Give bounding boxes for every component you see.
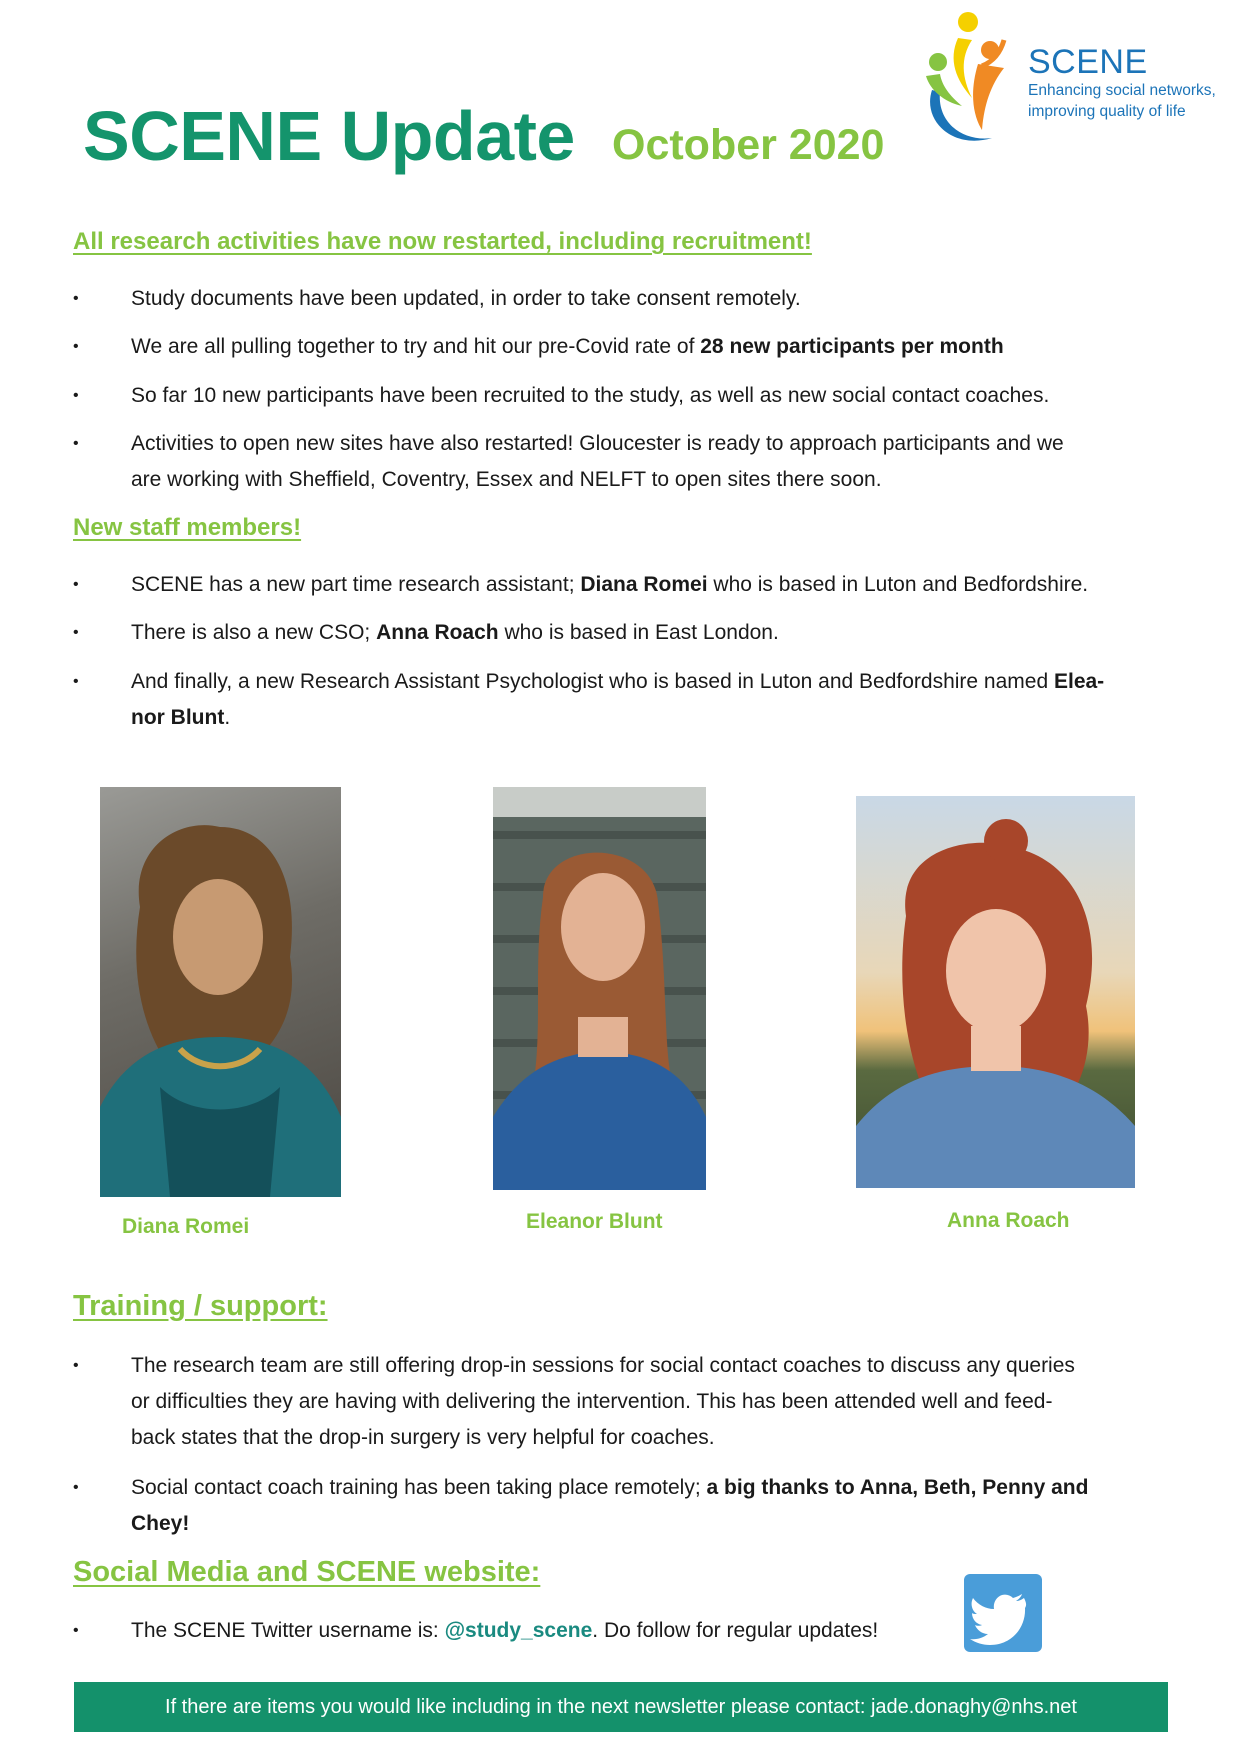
section-heading-research: All research activities have now restarted, including recruitment!	[73, 228, 812, 255]
bullet-icon: •	[73, 1479, 79, 1496]
scene-logo-mark-icon	[912, 10, 1032, 160]
bullet-icon: •	[73, 1357, 79, 1374]
bullet-icon: •	[73, 435, 79, 452]
bullet-icon: •	[73, 387, 79, 404]
bullet-text: Activities to open new sites have also restarted! Gloucester is ready to approach participants and we are working with Sheffield, Coventry, Essex and NELFT to open sites there soon.	[131, 432, 1064, 491]
section-heading-social-media: Social Media and SCENE website:	[73, 1556, 541, 1588]
bullet-text: The SCENE Twitter username is: @study_scene. Do follow for regular updates!	[131, 1619, 879, 1642]
bullet-icon: •	[73, 1622, 79, 1639]
bullet-text: Study documents have been updated, in order to take consent remotely.	[131, 287, 801, 310]
bullet-text: SCENE has a new part time research assistant; Diana Romei who is based in Luton and Bedfordshire.	[131, 573, 1089, 596]
bullet-text: There is also a new CSO; Anna Roach who is based in East London.	[131, 621, 779, 644]
page-title: SCENE Update	[83, 97, 575, 175]
logo-tagline-line2: improving quality of life	[1028, 103, 1186, 120]
scene-logo	[912, 10, 1230, 160]
issue-date: October 2020	[612, 121, 885, 169]
bullet-icon: •	[73, 624, 79, 641]
bullet-icon: •	[73, 576, 79, 593]
logo-name: SCENE	[1028, 43, 1148, 81]
bullet-text: Social contact coach training has been taking place remotely; a big thanks to Anna, Beth, Penny and Chey!	[131, 1476, 1089, 1535]
recruitment-target: 28 new participants per month	[700, 335, 1004, 358]
footer-text: If there are items you would like including in the next newsletter please contact: jade.donaghy@nhs.net	[165, 1695, 1077, 1718]
bullet-icon: •	[73, 338, 79, 355]
photo-caption: Eleanor Blunt	[526, 1210, 663, 1233]
section-heading-staff: New staff members!	[73, 514, 302, 541]
bullet-text: So far 10 new participants have been recruited to the study, as well as new social contact coaches.	[131, 384, 1050, 407]
photo-caption: Diana Romei	[122, 1215, 250, 1238]
logo-tagline-line1: Enhancing social networks,	[1028, 82, 1216, 99]
photo-diana-romei	[100, 787, 341, 1197]
photo-eleanor-blunt	[493, 787, 706, 1190]
twitter-icon[interactable]	[964, 1574, 1042, 1652]
footer-contact-banner	[74, 1682, 1168, 1732]
bullet-text: And finally, a new Research Assistant Psychologist who is based in Luton and Bedfordshire named Elea- nor Blunt.	[131, 670, 1105, 729]
bullet-text: The research team are still offering drop-in sessions for social contact coaches to discuss any queries or difficulties they are having with delivering the intervention. This has been attended well and feed- back states that the drop-in surgery is very helpful for coaches.	[131, 1354, 1075, 1449]
twitter-handle-link[interactable]: @study_scene	[444, 1619, 593, 1642]
photo-anna-roach	[856, 796, 1135, 1188]
section-heading-training: Training / support:	[73, 1290, 328, 1322]
bullet-icon: •	[73, 290, 79, 307]
photo-caption: Anna Roach	[947, 1209, 1070, 1232]
bullet-icon: •	[73, 673, 79, 690]
bullet-text: We are all pulling together to try and hit our pre-Covid rate of 28 new participants per month	[131, 335, 1004, 358]
